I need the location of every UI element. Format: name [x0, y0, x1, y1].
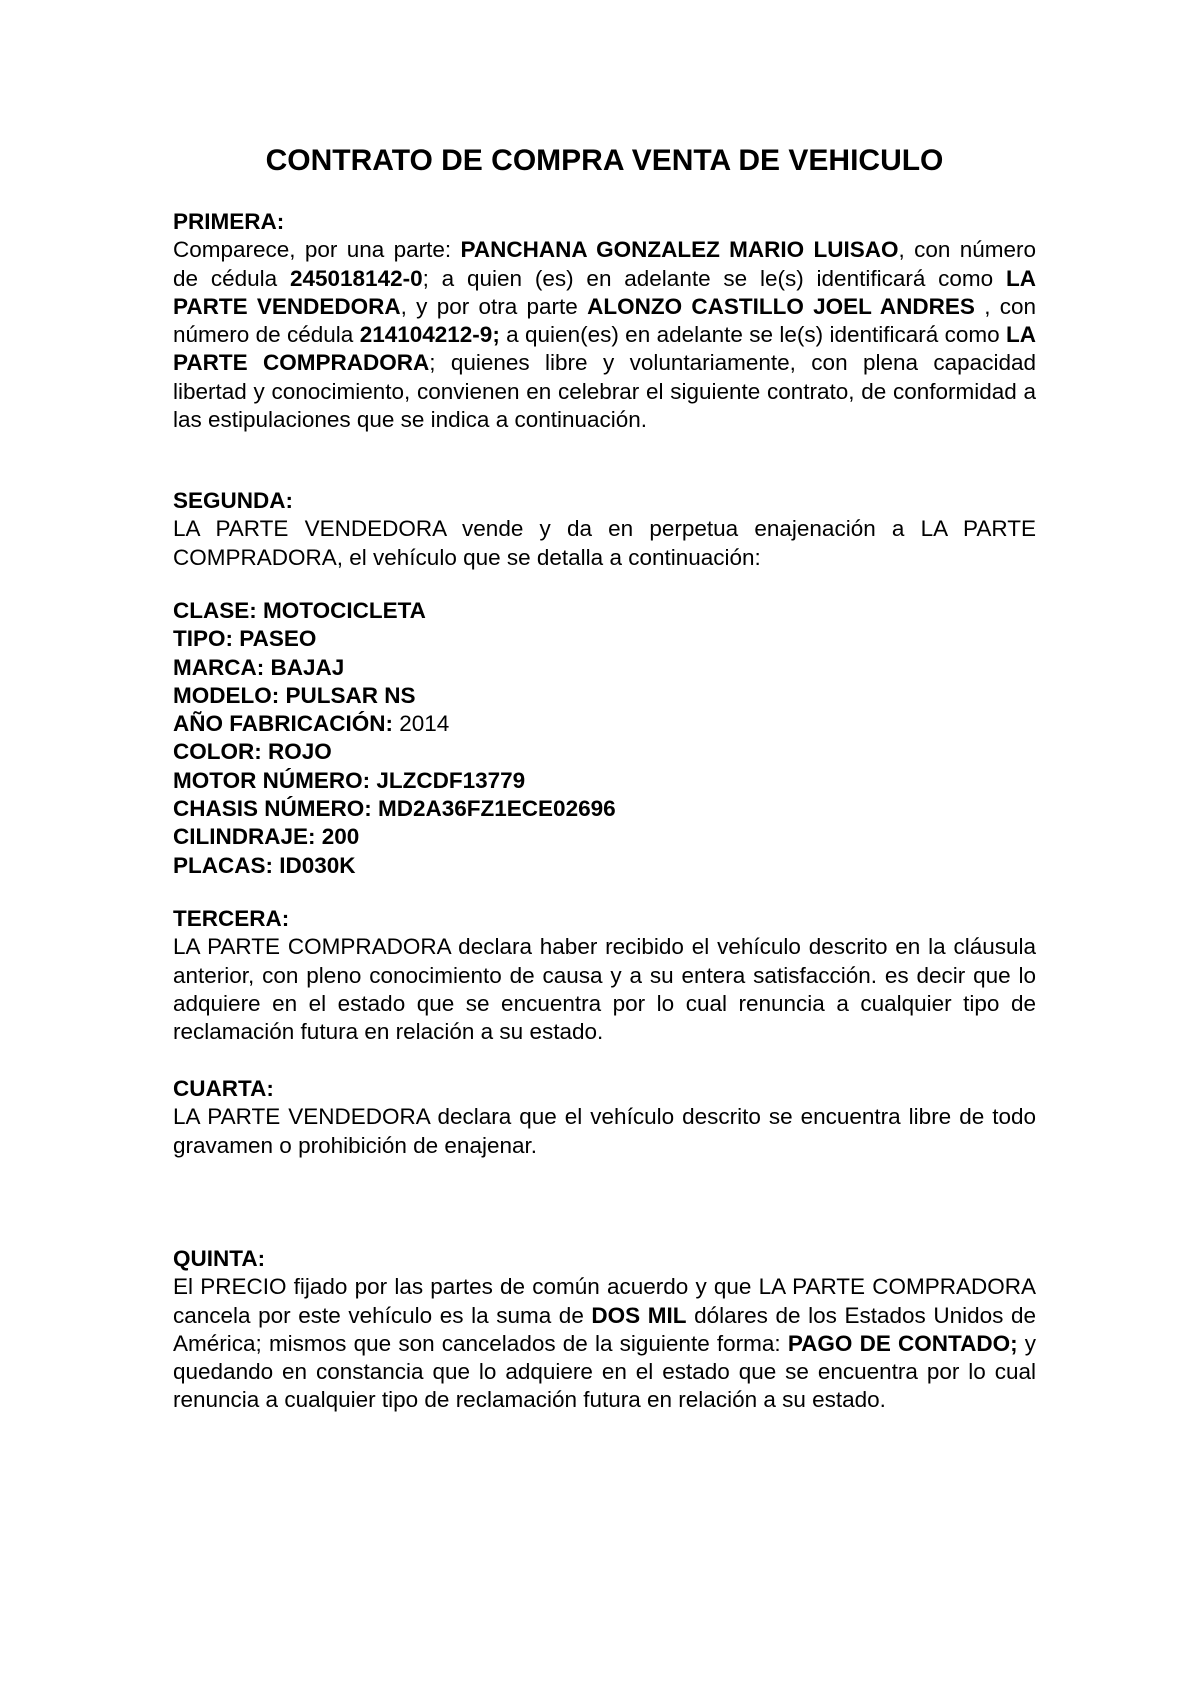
clause-text — [173, 236, 1036, 434]
payment-method: PAGO DE CONTADO; — [787, 1330, 1018, 1356]
spec-marca: MARCA: BAJAJ — [173, 654, 345, 680]
text-span: , con número de cédula — [173, 237, 1036, 291]
spec-cilindraje: CILINDRAJE: 200 — [173, 824, 360, 850]
text-span: , con número de cédula — [173, 293, 1037, 348]
price-amount: DOS MIL — [591, 1302, 687, 1328]
clause-text — [173, 1273, 1036, 1414]
spec-anio-label: AÑO FABRICACIÓN: — [173, 711, 393, 737]
clause-text: LA PARTE VENDEDORA vende y da en perpetua enajenación a LA PARTE COMPRADORA, el vehículo que se detalla a continuación: — [173, 516, 1036, 570]
clause-heading: TERCERA: — [173, 906, 290, 931]
vehicle-specs — [173, 597, 1036, 880]
spec-placas: PLACAS: ID030K — [173, 852, 356, 878]
clause-heading: PRIMERA: — [173, 209, 285, 234]
spec-modelo: MODELO: PULSAR NS — [173, 682, 416, 708]
spec-chasis: CHASIS NÚMERO: MD2A36FZ1ECE02696 — [173, 796, 616, 822]
clause-tercera — [173, 905, 1036, 1046]
spec-motor: MOTOR NÚMERO: JLZCDF13779 — [173, 767, 526, 793]
clause-heading: SEGUNDA: — [173, 488, 294, 513]
buyer-name: ALONZO CASTILLO JOEL ANDRES — [587, 293, 975, 319]
text-span: dólares de los Estados Unidos de América; mismos que son cancelados de la siguiente forma: — [173, 1302, 1036, 1356]
spec-anio-value: 2014 — [393, 711, 450, 737]
buyer-id: 214104212-9; — [359, 322, 500, 348]
spec-anio — [173, 710, 1036, 738]
clause-text: LA PARTE VENDEDORA declara que el vehículo descrito se encuentra libre de todo gravamen o prohibición de enajenar. — [173, 1104, 1036, 1158]
clause-primera — [173, 208, 1036, 434]
text-span: , y por otra parte — [400, 293, 588, 319]
text-span: ; a quien (es) en adelante se le(s) identificará como — [422, 265, 1006, 291]
clause-text: LA PARTE COMPRADORA declara haber recibido el vehículo descrito en la cláusula anterior, con pleno conocimiento de causa y a su entera satisfacción. es decir que lo adquiere en el estado que se encuentra por lo cual renuncia a cualquier tipo de reclamación futura en relación a su estado. — [173, 934, 1036, 1045]
seller-role: LA PARTE VENDEDORA — [173, 265, 1036, 319]
text-span: y quedando en constancia que lo adquiere en el estado que se encuentra por lo cual renuncia a cualquier tipo de reclamación futura en relación a su estado. — [173, 1330, 1036, 1413]
text-span: Comparece, por una parte: — [173, 237, 461, 263]
clause-heading: CUARTA: — [173, 1076, 274, 1101]
document-title: CONTRATO DE COMPRA VENTA DE VEHICULO — [265, 144, 944, 177]
spec-color: COLOR: ROJO — [173, 739, 332, 765]
buyer-role: LA PARTE COMPRADORA — [173, 322, 1036, 376]
text-span: a quien(es) en adelante se le(s) identificará como — [499, 322, 1006, 348]
text-span: El PRECIO fijado por las partes de común acuerdo y que LA PARTE COMPRADORA cancela por este vehículo es la suma de — [173, 1274, 1036, 1328]
clause-cuarta — [173, 1075, 1036, 1160]
spec-clase: CLASE: MOTOCICLETA — [173, 598, 426, 623]
clause-heading: QUINTA: — [173, 1246, 266, 1271]
seller-id: 245018142-0 — [289, 265, 423, 291]
text-span: ; quienes libre y voluntariamente, con plena capacidad libertad y conocimiento, convienen en celebrar el siguiente contrato, de conformidad a las estipulaciones que se indica a continuación. — [173, 350, 1036, 433]
clause-segunda — [173, 487, 1036, 572]
clause-quinta — [173, 1245, 1036, 1415]
seller-name: PANCHANA GONZALEZ MARIO LUISAO — [460, 237, 899, 263]
spec-tipo: TIPO: PASEO — [173, 626, 317, 652]
